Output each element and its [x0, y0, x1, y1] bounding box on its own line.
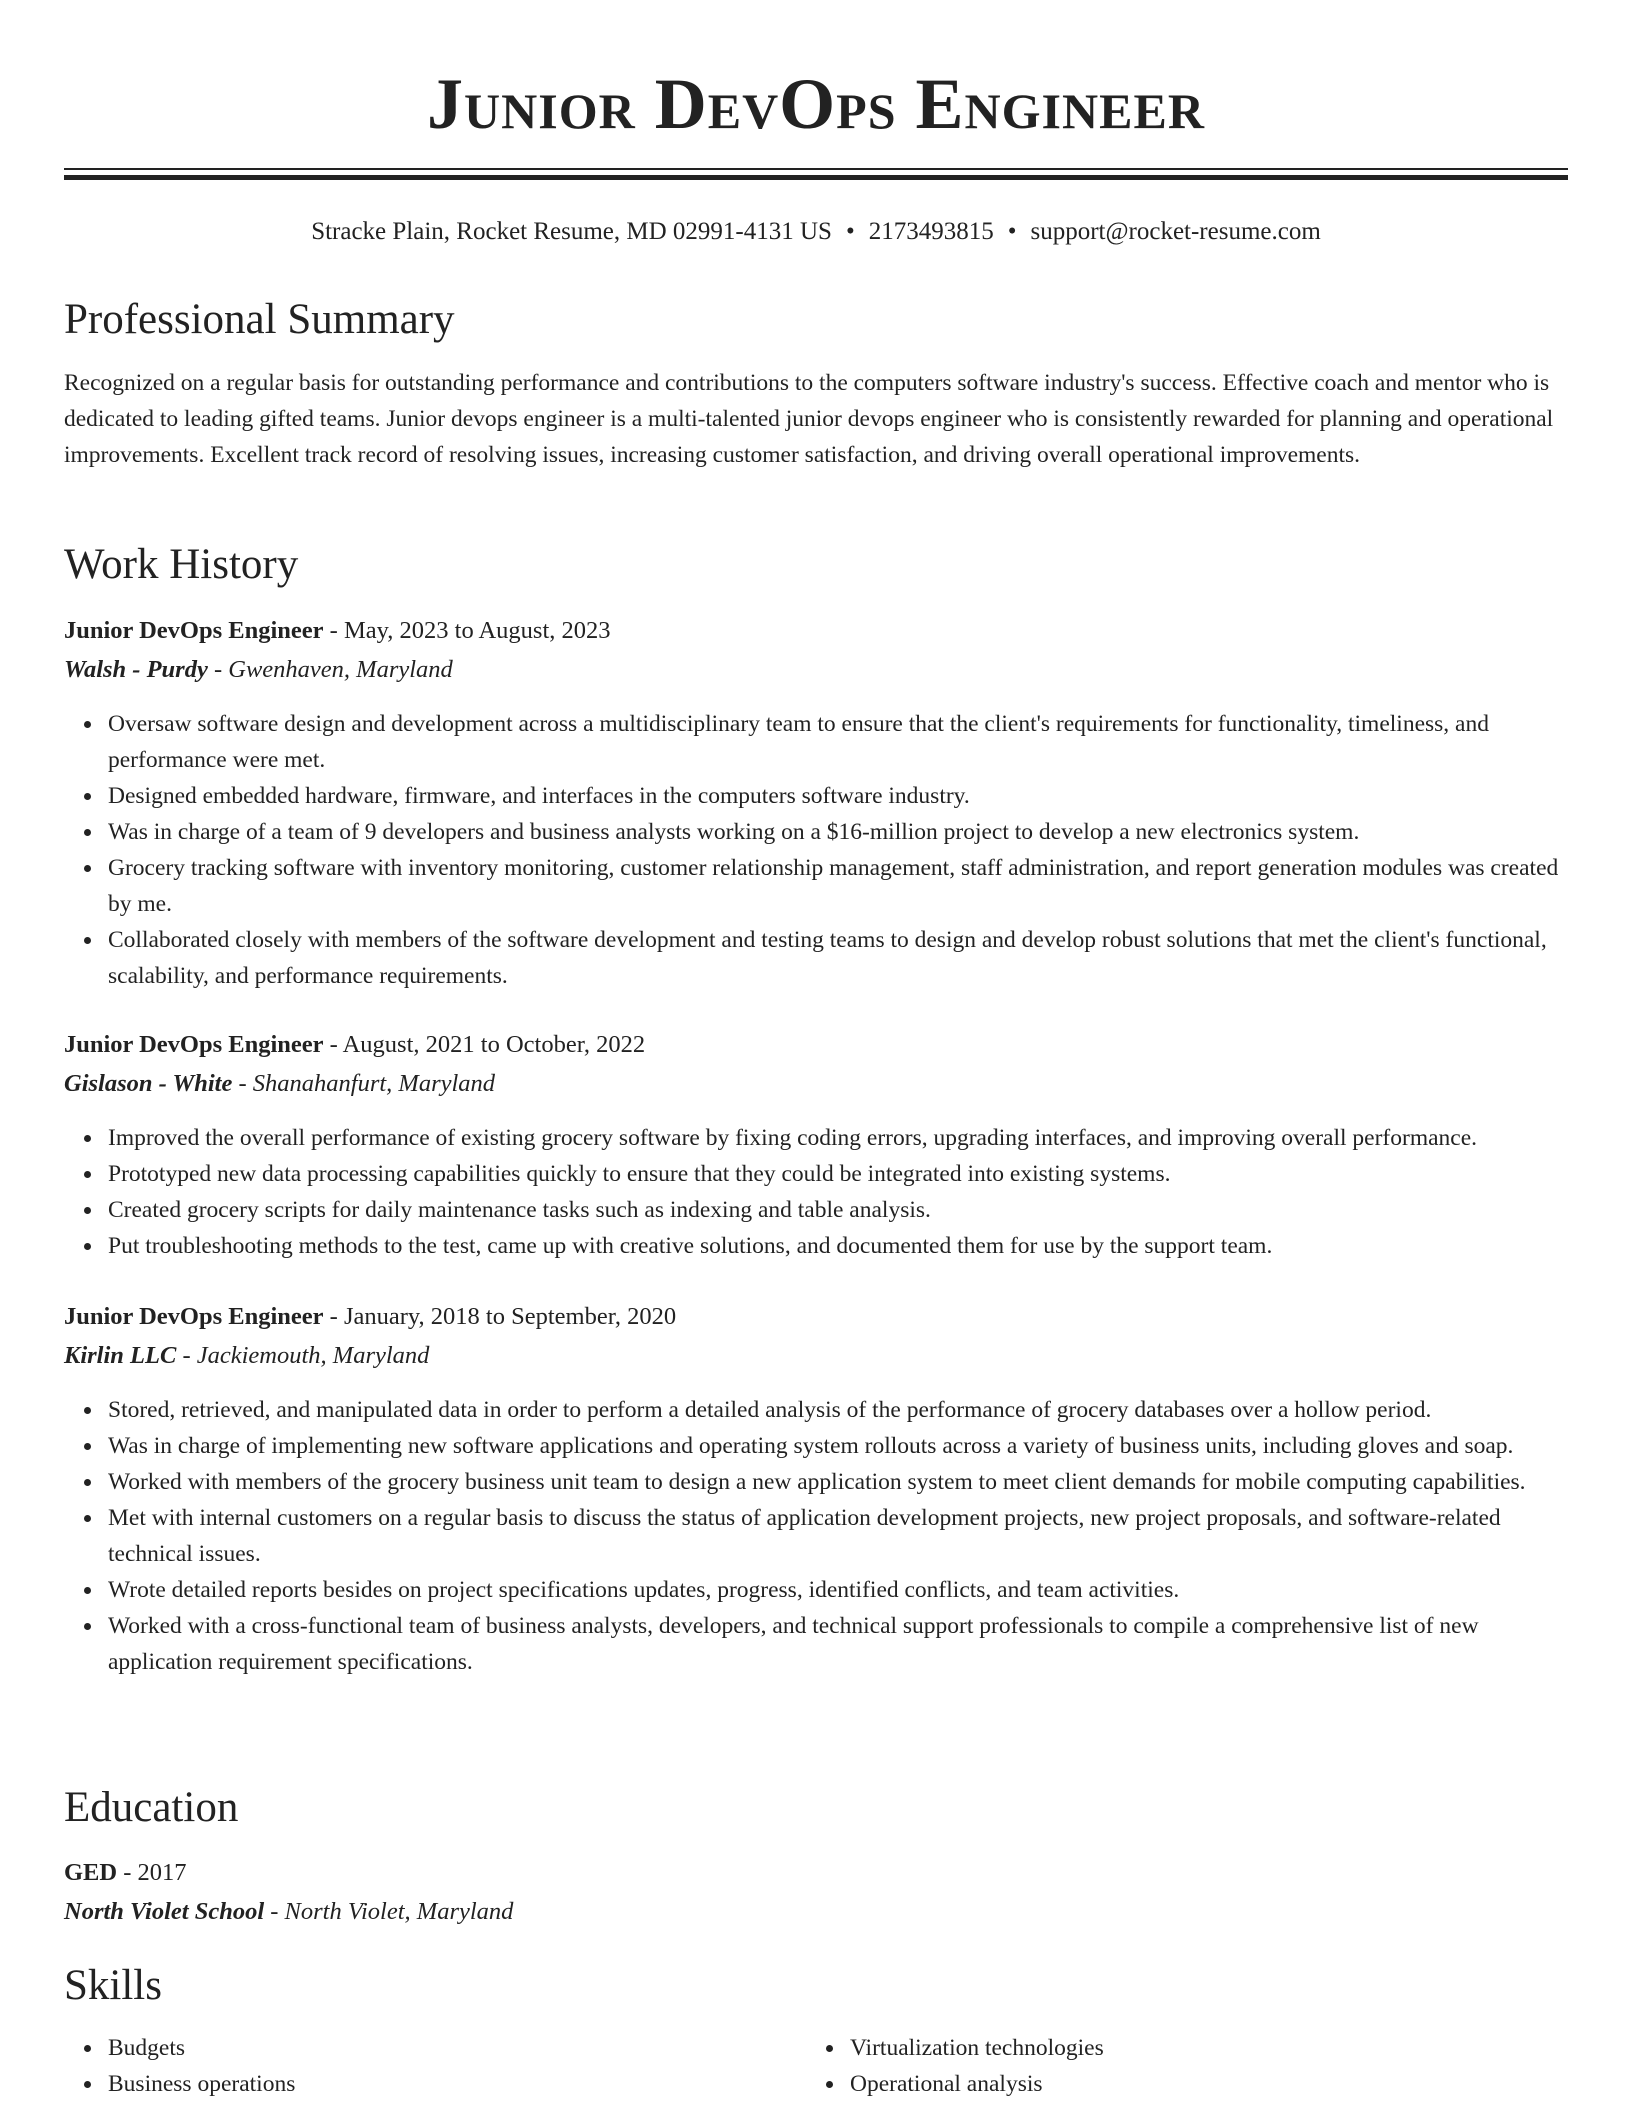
job-location: - Shanahanfurt, Maryland [232, 1070, 496, 1097]
contact-phone: 2173493815 [868, 218, 994, 245]
list-item: Met with internal customers on a regular basis to discuss the status of application development projects, new project proposals, and software-related technical issues. [108, 1500, 1568, 1572]
list-item: Was in charge of implementing new software applications and operating system rollouts across a variety of business units, including gloves and soap. [108, 1428, 1568, 1464]
education-school-line [64, 1894, 513, 1930]
contact-address: Stracke Plain, Rocket Resume, MD 02991-4131 US [311, 218, 832, 245]
job-company: Walsh - Purdy [64, 656, 208, 683]
summary-heading: Professional Summary [64, 296, 455, 343]
job-dates: - May, 2023 to August, 2023 [323, 617, 611, 644]
job-bullets [64, 1392, 1568, 1680]
education-location: - North Violet, Maryland [264, 1898, 514, 1925]
contact-separator: • [845, 218, 855, 245]
list-item: Improved the overall performance of existing grocery software by fixing coding errors, upgrading interfaces, and improving overall performance. [108, 1120, 1568, 1156]
job-header [64, 613, 611, 649]
list-item: Wrote detailed reports besides on project specifications updates, progress, identified conflicts, and team activities. [108, 1572, 1568, 1608]
job-dates: - January, 2018 to September, 2020 [323, 1303, 677, 1330]
summary-text: Recognized on a regular basis for outstanding performance and contributions to the computers software industry's success. Effective coach and mentor who is dedicated to leading gifted teams. Junior devops engineer is a multi-talented junior devops engineer who is consistently rewarded for planning and operational improvements. Excellent track record of resolving issues, increasing customer satisfaction, and driving overall operational improvements. [64, 370, 1554, 468]
education-year: - 2017 [117, 1859, 187, 1886]
job-header [64, 1299, 676, 1335]
list-item: Grocery tracking software with inventory monitoring, customer relationship management, staff administration, and report generation modules was created by me. [108, 850, 1568, 922]
work-history-heading: Work History [64, 541, 299, 588]
list-item: Oversaw software design and development across a multidisciplinary team to ensure that the client's requirements for functionality, timeliness, and performance were met. [108, 706, 1568, 778]
resume-page [64, 0, 1568, 2097]
skills-column-left [64, 2030, 764, 2102]
job-company-line [64, 1066, 495, 1102]
education-degree: GED [64, 1859, 118, 1886]
list-item: Collaborated closely with members of the software development and testing teams to design and develop robust solutions that met the client's functional, scalability, and performance requirements. [108, 922, 1568, 994]
job-dates: - August, 2021 to October, 2022 [323, 1031, 646, 1058]
job-bullets [64, 1120, 1568, 1264]
resume-title: Junior DevOps Engineer [427, 64, 1205, 144]
job-location: - Gwenhaven, Maryland [207, 656, 453, 683]
job-company-line [64, 1338, 429, 1374]
job-location: - Jackiemouth, Maryland [176, 1342, 430, 1369]
contact-separator: • [1007, 218, 1017, 245]
list-item: Was in charge of a team of 9 developers and business analysts working on a $16-million project to develop a new electronics system. [108, 814, 1568, 850]
list-item: Operational analysis [850, 2066, 1506, 2102]
job-company: Kirlin LLC [64, 1342, 177, 1369]
list-item: Worked with a cross-functional team of business analysts, developers, and technical support professionals to compile a comprehensive list of new application requirement specifications. [108, 1608, 1568, 1680]
title-divider-thin [64, 168, 1568, 170]
list-item: Designed embedded hardware, firmware, and interfaces in the computers software industry. [108, 778, 1568, 814]
list-item: Virtualization technologies [850, 2030, 1506, 2066]
job-bullets [64, 706, 1568, 994]
education-heading: Education [64, 1784, 239, 1831]
title-divider-thick [64, 175, 1568, 180]
list-item: Created grocery scripts for daily maintenance tasks such as indexing and table analysis. [108, 1192, 1568, 1228]
list-item: Business operations [108, 2066, 764, 2102]
contact-line [64, 214, 1568, 250]
job-company: Gislason - White [64, 1070, 233, 1097]
job-title: Junior DevOps Engineer [64, 617, 324, 644]
job-header [64, 1027, 645, 1063]
skills-column-right [806, 2030, 1506, 2102]
skills-heading: Skills [64, 1962, 162, 2009]
education-school: North Violet School [64, 1898, 265, 1925]
job-title: Junior DevOps Engineer [64, 1303, 324, 1330]
job-company-line [64, 652, 453, 688]
list-item: Put troubleshooting methods to the test, came up with creative solutions, and documented them for use by the support team. [108, 1228, 1568, 1264]
list-item: Prototyped new data processing capabilities quickly to ensure that they could be integrated into existing systems. [108, 1156, 1568, 1192]
list-item: Budgets [108, 2030, 764, 2066]
contact-email: support@rocket-resume.com [1030, 218, 1321, 245]
education-degree-line [64, 1855, 187, 1891]
job-title: Junior DevOps Engineer [64, 1031, 324, 1058]
list-item: Stored, retrieved, and manipulated data in order to perform a detailed analysis of the performance of grocery databases over a hollow period. [108, 1392, 1568, 1428]
list-item: Worked with members of the grocery business unit team to design a new application system to meet client demands for mobile computing capabilities. [108, 1464, 1568, 1500]
